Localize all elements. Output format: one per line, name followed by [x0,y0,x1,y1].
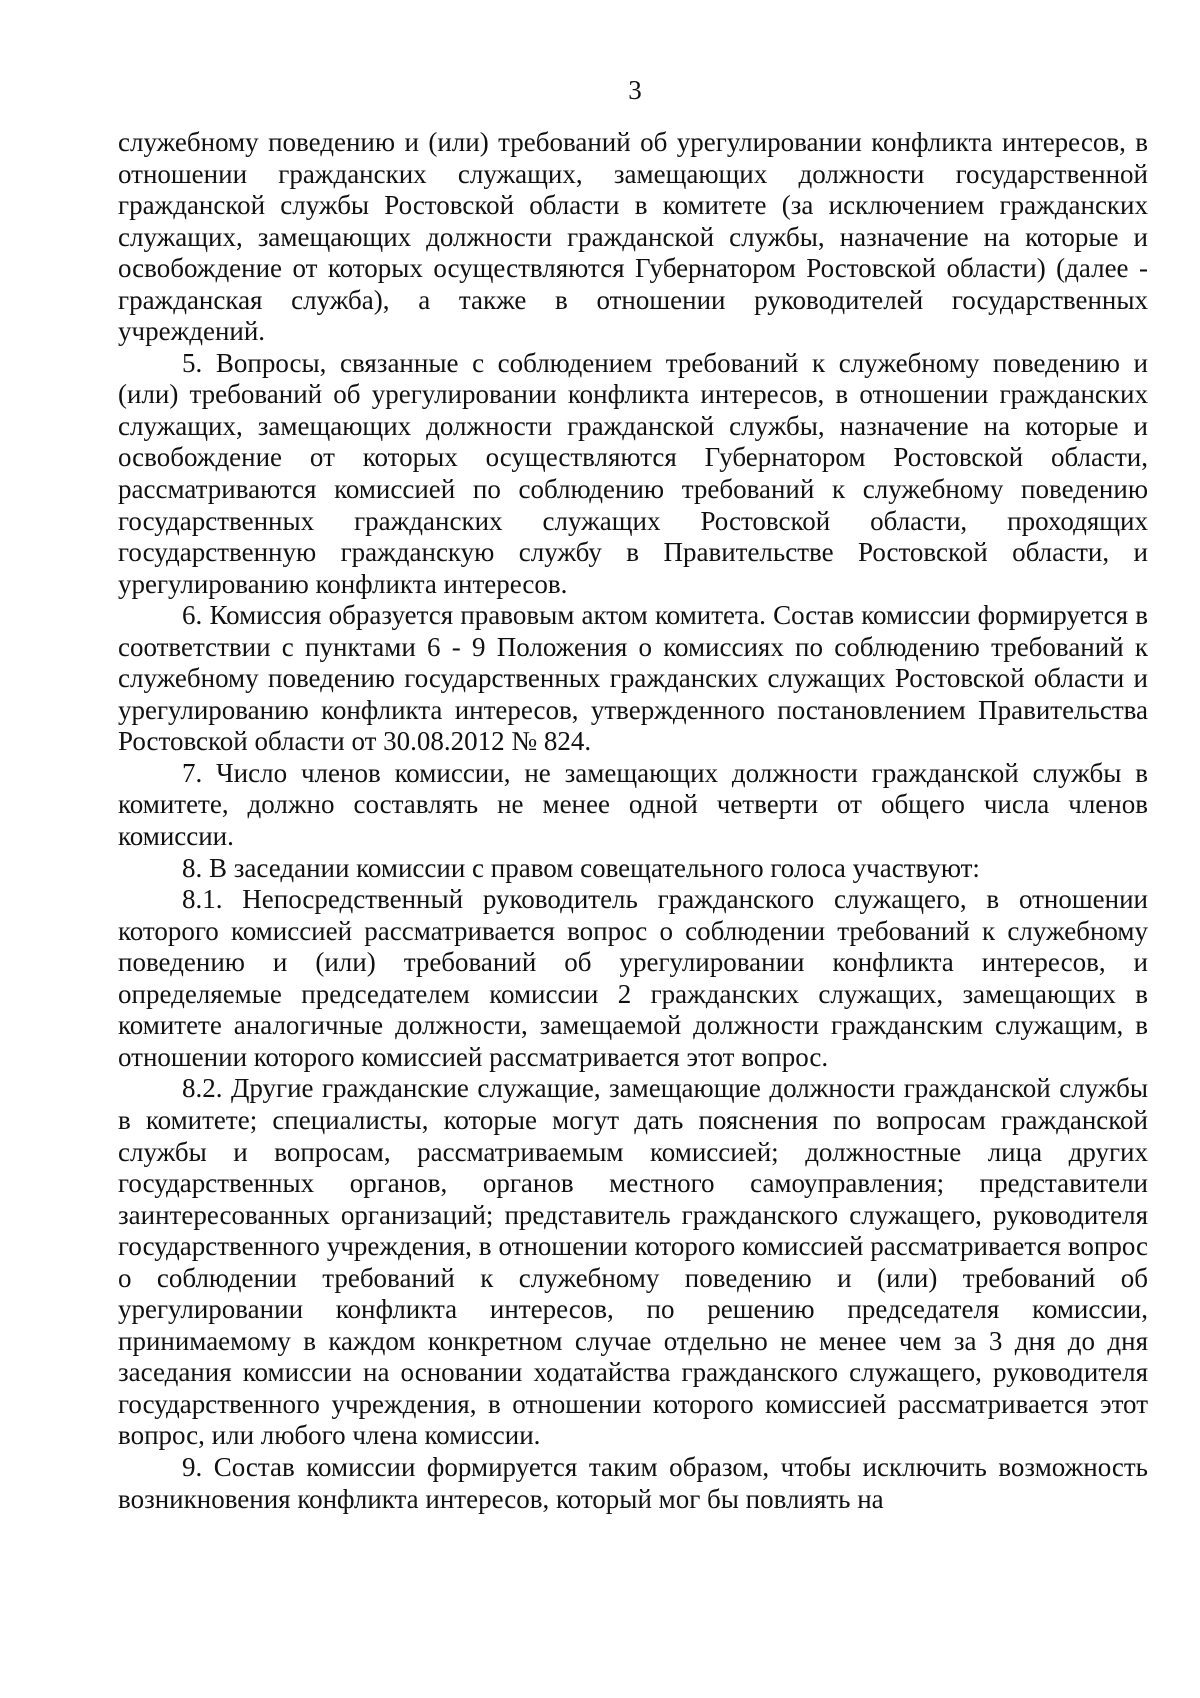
paragraph-item-5: 5. Вопросы, связанные с соблюдением требований к служебному поведению и (или) требований об урегулировании конфликта интересов, в отношении гражданских служащих, замещающих должности гражданской службы, назначение на которые и освобождение от которых осуществляются Губернатором Ростовской области, рассматриваются комиссией по соблюдению требований к служебному поведению государственных гражданских служащих Ростовской области, проходящих государственную гражданскую службу в Правительстве Ростовской области, и урегулированию конфликта интересов. [118,347,1148,599]
paragraph-item-7: 7. Число членов комиссии, не замещающих должности гражданской службы в комитете, должно составлять не менее одной четверти от общего числа членов комиссии. [118,757,1148,852]
paragraph-item-8: 8. В заседании комиссии с правом совещательного голоса участвуют: [182,852,980,883]
document-body [118,127,1148,1515]
paragraph-item-8-1: 8.1. Непосредственный руководитель гражданского служащего, в отношении которого комиссией рассматривается вопрос о соблюдении требований к служебному поведению и (или) требований об урегулировании конфликта интересов, и определяемые председателем комиссии 2 гражданских служащих, замещающих в комитете аналогичные должности, замещаемой должности гражданским служащим, в отношении которого комиссией рассматривается этот вопрос. [118,884,1148,1072]
paragraph-item-9: 9. Состав комиссии формируется таким образом, чтобы исключить возможность возникновения конфликта интересов, который мог бы повлиять на [118,1451,1148,1514]
page-number: 3 [628,75,642,105]
paragraph-continuation: служебному поведению и (или) требований об урегулировании конфликта интересов, в отношении гражданских служащих, замещающих должности государственной гражданской службы Ростовской области в комитете (за исключением гражданских служащих, замещающих должности гражданской службы, назначение на которые и освобождение от которых осуществляются Губернатором Ростовской области) (далее - гражданская служба), а также в отношении руководителей государственных учреждений. [118,127,1148,347]
paragraph-item-6: 6. Комиссия образуется правовым актом комитета. Состав комиссии формируется в соответствии с пунктами 6 - 9 Положения о комиссиях по соблюдению требований к служебному поведению государственных гражданских служащих Ростовской области и урегулированию конфликта интересов, утвержденного постановлением Правительства Ростовской области от 30.08.2012 № 824. [118,600,1148,757]
paragraph-item-8-2: 8.2. Другие гражданские служащие, замещающие должности гражданской службы в комитете; специалисты, которые могут дать пояснения по вопросам гражданской службы и вопросам, рассматриваемым комиссией; должностные лица других государственных органов, органов местного самоуправления; представители заинтересованных организаций; представитель гражданского служащего, руководителя государственного учреждения, в отношении которого комиссией рассматривается вопрос о соблюдении требований к служебному поведению и (или) требований об урегулировании конфликта интересов, по решению председателя комиссии, принимаемому в каждом конкретном случае отдельно не менее чем за 3 дня до дня заседания комиссии на основании ходатайства гражданского служащего, руководителя государственного учреждения, в отношении которого комиссией рассматривается этот вопрос, или любого члена комиссии. [118,1073,1148,1451]
